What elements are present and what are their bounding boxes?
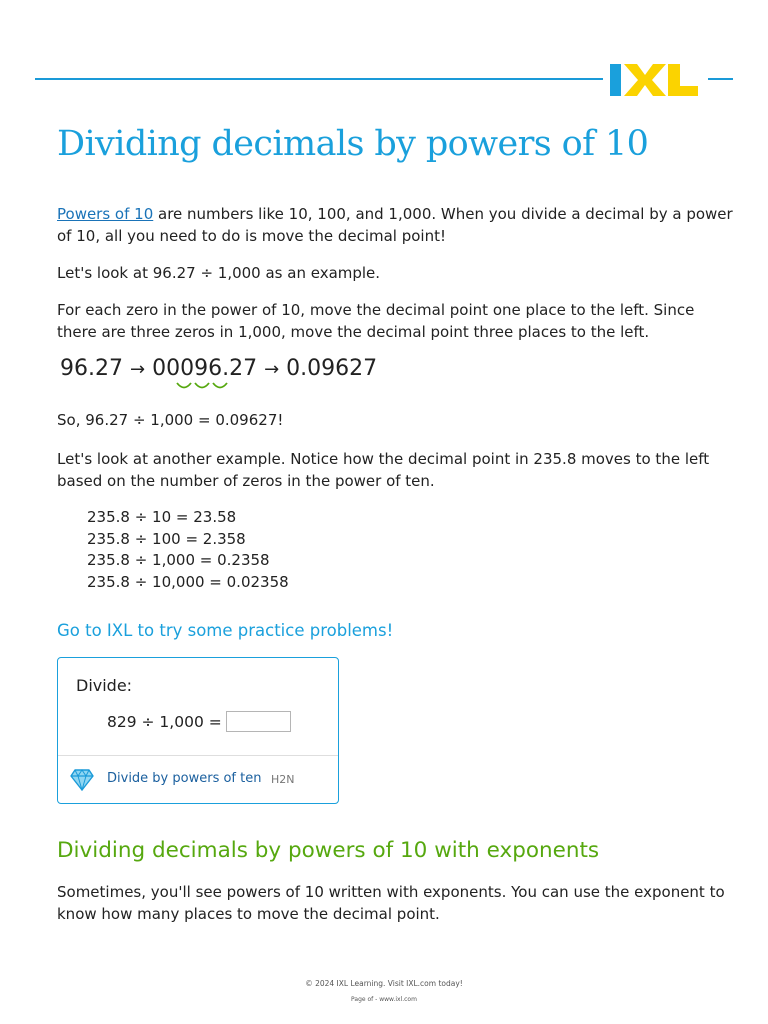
practice-prompt: Divide: (76, 676, 133, 695)
footer-copyright: © 2024 IXL Learning. Visit IXL.com today! (305, 979, 463, 988)
footer-page-line: Page of - www.ixl.com (351, 996, 417, 1003)
card-divider (58, 755, 338, 756)
another-example-paragraph: Let's look at another example. Notice how the decimal point in 235.8 moves to the left based on the number of zeros in the power of ten. (57, 450, 710, 490)
section-heading: Dividing decimals by powers of 10 with exponents (57, 838, 600, 863)
worked-example (60, 356, 377, 381)
example-padded-lead: 0 (152, 356, 167, 381)
so-paragraph: So, 96.27 ÷ 1,000 = 0.09627! (57, 411, 284, 429)
rule-paragraph: For each zero in the power of 10, move the decimal point one place to the left. Since there are three zeros in 1,000, move the decimal point three places to the left. (57, 301, 695, 341)
decimal-hop-arrows-icon (174, 380, 230, 392)
answer-input[interactable] (226, 711, 291, 732)
skill-code: H2N (271, 773, 295, 786)
practice-cta: Go to IXL to try some practice problems! (57, 621, 394, 640)
example-padded-shifted: 009 (166, 356, 209, 381)
arrow-icon: → (264, 359, 280, 380)
equation-list (87, 507, 289, 593)
header-rule-left (35, 78, 603, 80)
intro-text: are numbers like 10, 100, and 1,000. When you divide a decimal by a power of 10, all you need to do is move the decimal point! (57, 205, 733, 245)
page-title: Dividing decimals by powers of 10 (57, 124, 649, 164)
equation-item: 235.8 ÷ 100 = 2.358 (87, 529, 246, 548)
equation-item: 235.8 ÷ 10 = 23.58 (87, 508, 237, 526)
exponents-paragraph: Sometimes, you'll see powers of 10 written with exponents. You can use the exponent to know how many places to move the decimal point. (57, 883, 725, 923)
header-rule-right (708, 78, 733, 80)
skill-link[interactable]: Divide by powers of ten (107, 771, 262, 786)
practice-card[interactable] (57, 657, 339, 804)
intro-paragraph (57, 203, 737, 247)
powers-of-10-link[interactable]: Powers of 10 (57, 205, 154, 223)
equation-item: 235.8 ÷ 10,000 = 0.02358 (87, 572, 289, 591)
example-padded-rest: 6.27 (208, 356, 258, 381)
equation-item: 235.8 ÷ 1,000 = 0.2358 (87, 551, 270, 569)
ixl-logo (610, 62, 702, 98)
diamond-icon (70, 769, 94, 791)
example-intro-paragraph: Let's look at 96.27 ÷ 1,000 as an example. (57, 264, 381, 282)
example-result: 0.09627 (286, 356, 378, 381)
practice-problem: 829 ÷ 1,000 = (107, 713, 222, 731)
arrow-icon: → (129, 359, 146, 380)
example-start: 96.27 (60, 356, 123, 381)
